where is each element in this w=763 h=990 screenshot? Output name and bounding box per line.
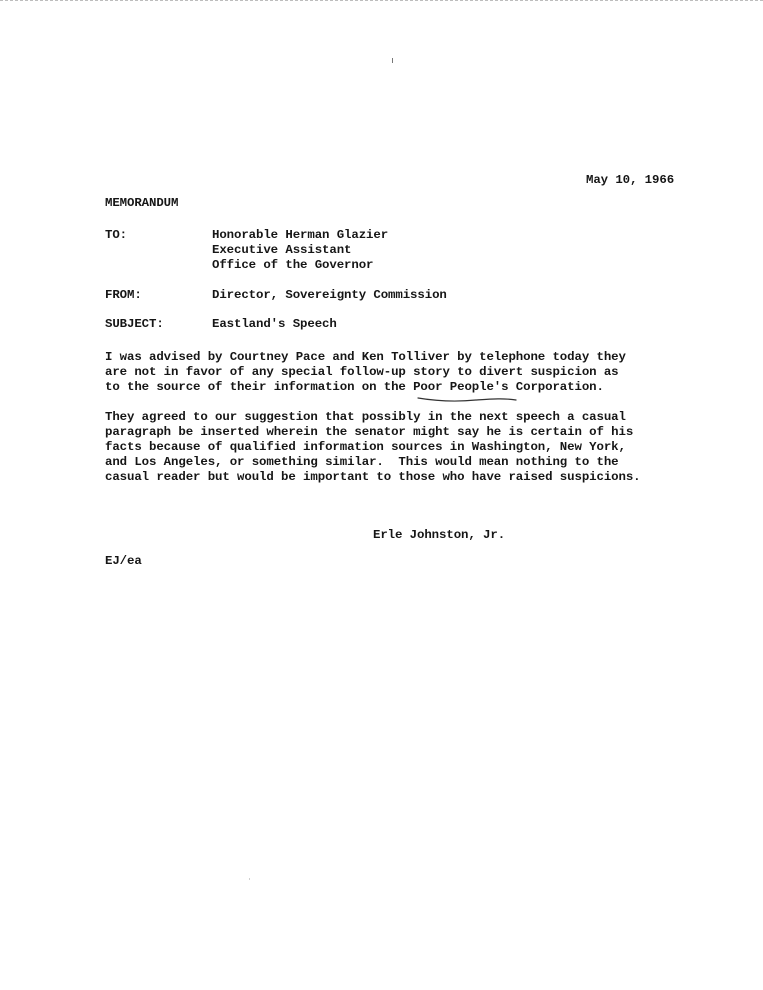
body-paragraph-1-line: are not in favor of any special follow-up story to divert suspicion as <box>105 365 619 379</box>
signature-name: Erle Johnston, Jr. <box>373 528 506 542</box>
to-label: TO: <box>105 228 128 242</box>
body-paragraph-2-line: paragraph be inserted wherein the senator might say he is certain of his <box>105 425 634 439</box>
body-paragraph-1-line: I was advised by Courtney Pace and Ken Tolliver by telephone today they <box>105 350 626 364</box>
memo-date: May 10, 1966 <box>586 173 675 187</box>
subject-value: Eastland's Speech <box>212 317 337 331</box>
reference-initials: EJ/ea <box>105 554 142 568</box>
scan-mark <box>249 878 250 880</box>
body-paragraph-2-line: casual reader but would be important to those who have raised suspicions. <box>105 470 641 484</box>
from-label: FROM: <box>105 288 142 302</box>
handwritten-underline-mark <box>416 395 518 403</box>
to-recipient-office: Office of the Governor <box>212 258 374 272</box>
body-paragraph-2-line: and Los Angeles, or something similar. This would mean nothing to the <box>105 455 619 469</box>
subject-label: SUBJECT: <box>105 317 164 331</box>
scan-mark <box>392 58 393 63</box>
from-value: Director, Sovereignty Commission <box>212 288 447 302</box>
body-paragraph-1-line: to the source of their information on the Poor People's Corporation. <box>105 380 604 394</box>
body-paragraph-2-line: They agreed to our suggestion that possibly in the next speech a casual <box>105 410 626 424</box>
body-paragraph-2-line: facts because of qualified information sources in Washington, New York, <box>105 440 626 454</box>
page-top-border <box>0 0 763 1</box>
to-recipient-name: Honorable Herman Glazier <box>212 228 389 242</box>
to-recipient-title: Executive Assistant <box>212 243 352 257</box>
memo-heading: MEMORANDUM <box>105 196 179 210</box>
